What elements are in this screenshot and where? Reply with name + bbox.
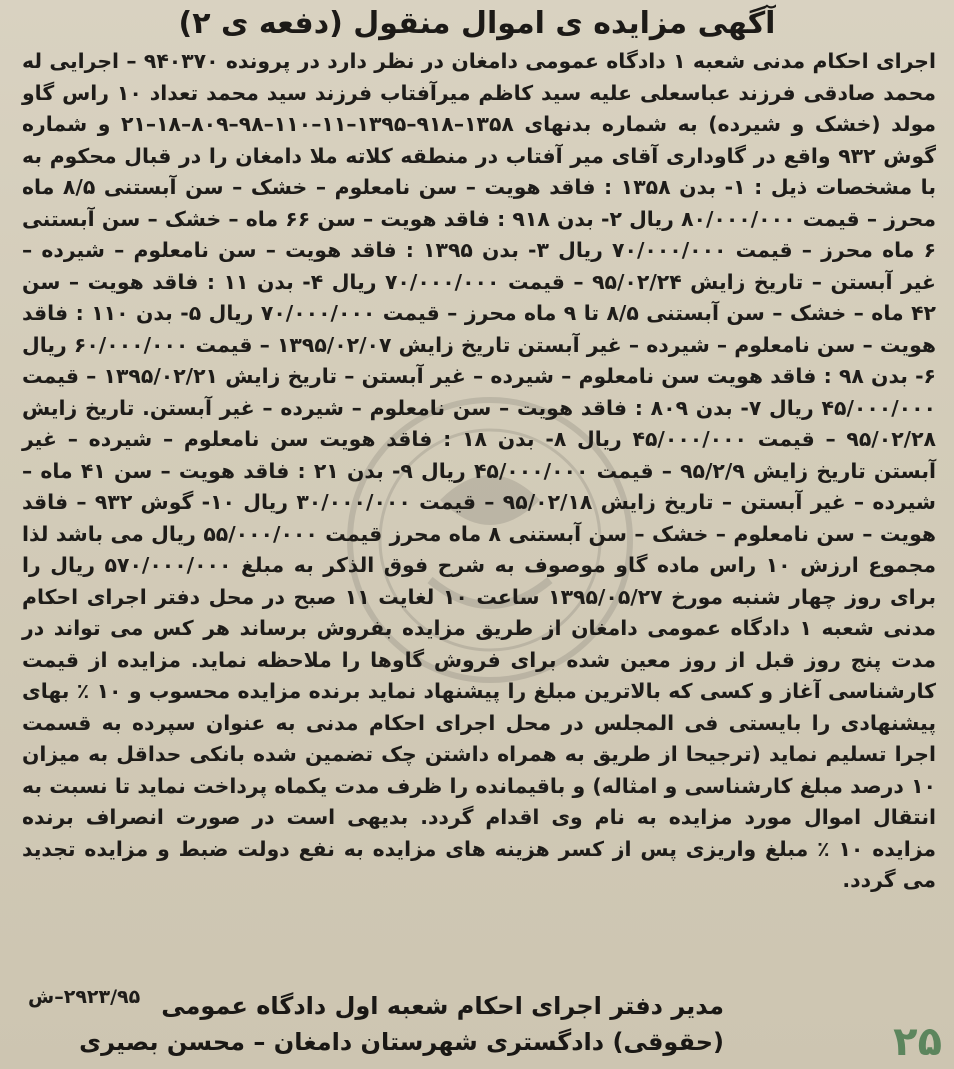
notice-body — [22, 46, 936, 897]
signature-line-title: مدیر دفتر اجرای احکام شعبه اول دادگاه عمومی — [161, 992, 724, 1020]
notice-body-paragraph: اجرای احکام مدنی شعبه ۱ دادگاه عمومی دامغان در نظر دارد در پرونده ۹۴۰۳۷۰ – اجرایی له محمد صادقی فرزند عباسعلی علیه سید کاظم میرآفتاب فرزند سید محمد تعداد ۱۰ راس گاو مولد (خشک و شیرده) به شماره بدنهای ۱۳۵۸–۹۱۸–۱۳۹۵–۱۱–۱۱۰–۹۸–۸۰۹–۱۸–۲۱ و شماره گوش ۹۳۲ واقع در گاوداری آقای میر آفتاب در منطقه کلاته ملا دامغان را در قبال محکوم به با مشخصات ذیل : ۱- بدن ۱۳۵۸ : فاقد هویت – سن نامعلوم – خشک – سن آبستنی ۸/۵ ماه محرز – قیمت ۸۰/۰۰۰/۰۰۰ ریال ۲- بدن ۹۱۸ : فاقد هویت – سن ۶۶ ماه – خشک – سن آبستنی ۶ ماه محرز – قیمت ۷۰/۰۰۰/۰۰۰ ریال ۳- بدن ۱۳۹۵ : فاقد هویت – سن نامعلوم – شیرده – غیر آبستن – تاریخ زایش ۹۵/۰۲/۲۴ – قیمت ۷۰/۰۰۰/۰۰۰ ریال ۴- بدن ۱۱ : فاقد هویت – سن ۴۲ ماه – خشک – سن آبستنی ۸/۵ تا ۹ ماه محرز – قیمت ۷۰/۰۰۰/۰۰۰ ریال ۵- بدن ۱۱۰ : فاقد هویت – سن نامعلوم – شیرده – غیر آبستن تاریخ زایش ۱۳۹۵/۰۲/۰۷ – قیمت ۶۰/۰۰۰/۰۰۰ ریال ۶- بدن ۹۸ : فاقد هویت سن نامعلوم – شیرده – غیر آبستن – تاریخ زایش ۱۳۹۵/۰۲/۲۱ – قیمت ۴۵/۰۰۰/۰۰۰ ریال ۷- بدن ۸۰۹ : فاقد هویت – سن نامعلوم – شیرده – غیر آبستن. تاریخ زایش ۹۵/۰۲/۲۸ – قیمت ۴۵/۰۰۰/۰۰۰ ریال ۸- بدن ۱۸ : فاقد هویت سن نامعلوم – شیرده – غیر آبستن تاریخ زایش ۹۵/۲/۹ – قیمت ۴۵/۰۰۰/۰۰۰ ریال ۹- بدن ۲۱ : فاقد هویت – سن ۴۱ ماه – شیرده – غیر آبستن – تاریخ زایش ۹۵/۰۲/۱۸ – قیمت ۳۰/۰۰۰/۰۰۰ ریال ۱۰- گوش ۹۳۲ – فاقد هویت – سن نامعلوم – خشک – سن آبستنی ۸ ماه محرز قیمت ۵۵/۰۰۰/۰۰۰ ریال می باشد لذا مجموع ارزش ۱۰ راس ماده گاو موصوف به شرح فوق الذکر به مبلغ ۵۷۰/۰۰۰/۰۰۰ ریال را برای روز چهار شنبه مورخ ۱۳۹۵/۰۵/۲۷ ساعت ۱۰ لغایت ۱۱ صبح در محل دفتر اجرای احکام مدنی شعبه ۱ دادگاه عمومی دامغان از طریق مزایده بفروش برساند هر کس می تواند در مدت پنج روز قبل از روز معین شده برای فروش گاوها را ملاحظه نماید. مزایده از قیمت کارشناسی آغاز و کسی که بالاترین مبلغ را پیشنهاد نماید برنده مزایده محسوب و ۱۰ ٪ بهای پیشنهادی را بایستی فی المجلس در محل اجرای احکام مدنی به عنوان سپرده به قسمت اجرا تسلیم نماید (ترجیحا از طریق به همراه داشتن چک تضمین شده بانکی حداقل به میزان ۱۰ درصد مبلغ کارشناسی و امثاله) و باقیمانده را ظرف مدت یکماه پرداخت نماید تا نسبت به انتقال اموال مورد مزایده به نام وی اقدام گردد. بدیهی است در صورت انصراف برنده مزایده ۱۰ ٪ مبلغ واریزی پس از کسر هزینه های مزایده به نفع دولت ضبط و مزایده تجدید می گردد. — [22, 49, 937, 892]
notice-signature — [40, 988, 724, 1060]
handwritten-corner-mark: ۲۵ — [893, 1019, 942, 1065]
signature-line-name: (حقوقی) دادگستری شهرستان دامغان – محسن بصیری — [79, 1028, 724, 1056]
notice-reference-number: ۲۹۲۳/۹۵–ش — [28, 986, 141, 1008]
notice-title: آگهی مزایده ی اموال منقول (دفعه ی ۲) — [178, 6, 776, 41]
